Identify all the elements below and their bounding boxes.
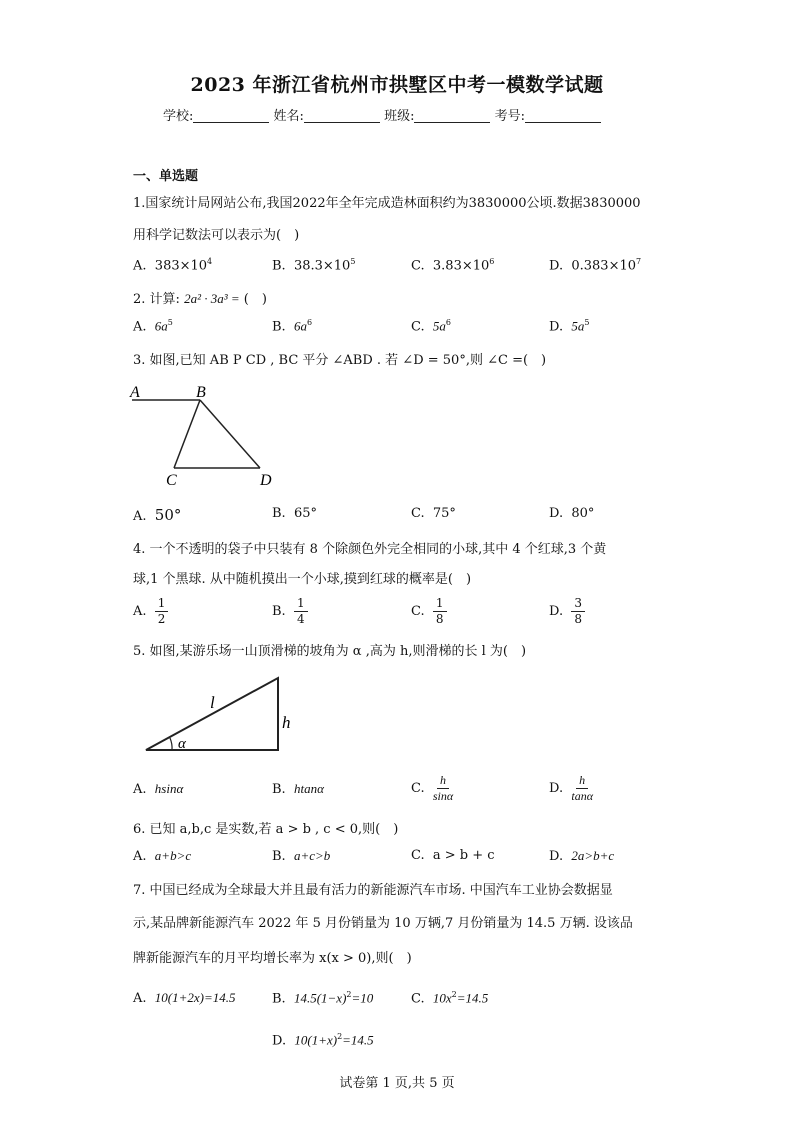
q5-text: 5. 如图,某游乐场一山顶滑梯的坡角为 α ,高为 h,则滑梯的长 l 为( ) bbox=[133, 644, 527, 659]
class-blank[interactable] bbox=[414, 108, 490, 123]
q1-option-b: B. $38.3\times 10^5$ bbox=[272, 257, 356, 274]
q3-option-d: D. 80° bbox=[549, 506, 595, 521]
q5-option-c: C. $\frac{h}{\sin\alpha}$ bbox=[411, 773, 454, 803]
slide-triangle bbox=[146, 678, 278, 750]
q7-option-b: B. $14.5(1-x)^2=10$ bbox=[272, 990, 374, 1007]
q4-option-b: B. $\frac{1}{4}$ bbox=[272, 596, 308, 627]
q3-option-a: A. 50° bbox=[133, 506, 182, 524]
q3-figure bbox=[128, 382, 278, 488]
student-info-line bbox=[163, 105, 601, 124]
q2-option-b: B. $6a^6$ bbox=[272, 318, 313, 335]
school-label: 学校: bbox=[163, 109, 194, 124]
q5-option-b: B. htanα bbox=[272, 781, 324, 797]
q5-option-d: D. $\frac{h}{\tan\alpha}$ bbox=[549, 773, 593, 803]
length-l-label: l bbox=[210, 693, 215, 712]
q5-figure bbox=[140, 670, 300, 756]
q7-option-a: A. 10(1+2x)=14.5 bbox=[133, 990, 236, 1006]
q2-option-c: C. $5a^6$ bbox=[411, 318, 451, 335]
q4-option-c: C. $\frac{1}{8}$ bbox=[411, 596, 447, 627]
section-heading: 一、单选题 bbox=[133, 169, 199, 184]
q3-option-c: C. 75° bbox=[411, 506, 456, 521]
page-footer: 试卷第 1 页,共 5 页 bbox=[339, 1076, 455, 1091]
q7-option-d: D. $10(1+x)^2=14.5$ bbox=[272, 1032, 374, 1049]
q6-text: 6. 已知 a,b,c 是实数,若 a > b , c < 0,则( ) bbox=[133, 822, 399, 837]
q6-option-b: B. a+c>b bbox=[272, 848, 331, 864]
segment-bd bbox=[200, 400, 260, 468]
angle-alpha-label: α bbox=[178, 736, 186, 752]
school-blank[interactable] bbox=[193, 108, 269, 123]
q1-option-a: A. $383\times 10^4$ bbox=[133, 257, 213, 274]
q4-option-d: D. $\frac{3}{8}$ bbox=[549, 596, 585, 627]
q3-option-b: B. 65° bbox=[272, 506, 317, 521]
q3-text: 3. 如图,已知 AB P CD , BC 平分 ∠ABD . 若 ∠D = 50°,则 ∠C =( ) bbox=[133, 353, 547, 368]
q7-option-c: C. $10x^2=14.5$ bbox=[411, 990, 489, 1007]
q6-option-c: C. a > b + c bbox=[411, 848, 495, 863]
height-h-label: h bbox=[282, 713, 291, 732]
q4-option-a: A. $\frac{1}{2}$ bbox=[133, 596, 168, 627]
q2-text: 2. 计算: 2a² · 3a³ = ( ) bbox=[133, 291, 267, 307]
q1-option-d: D. $0.383\times 10^7$ bbox=[549, 257, 642, 274]
point-b-label: B bbox=[196, 384, 206, 401]
q6-option-a: A. a+b>c bbox=[133, 848, 192, 864]
q2-option-a: A. $6a^5$ bbox=[133, 318, 173, 335]
point-d-label: D bbox=[260, 472, 272, 488]
q7-line3: 牌新能源汽车的月平均增长率为 x(x > 0),则( ) bbox=[133, 951, 412, 966]
name-label: 姓名: bbox=[273, 109, 304, 124]
q6-option-d: D. 2a>b+c bbox=[549, 848, 615, 864]
exam-title: 2023 年浙江省杭州市拱墅区中考一模数学试题 bbox=[190, 74, 604, 96]
class-label: 班级: bbox=[384, 109, 415, 124]
point-c-label: C bbox=[166, 472, 177, 488]
q7-line1: 7. 中国已经成为全球最大并且最有活力的新能源汽车市场. 中国汽车工业协会数据显 bbox=[133, 883, 613, 898]
q4-line1: 4. 一个不透明的袋子中只装有 8 个除颜色外完全相同的小球,其中 4 个红球,3 个黄 bbox=[133, 542, 607, 557]
segment-bc bbox=[174, 400, 200, 468]
q7-line2: 示,某品牌新能源汽车 2022 年 5 月份销量为 10 万辆,7 月份销量为 14.5 万辆. 设该品 bbox=[133, 916, 633, 931]
name-blank[interactable] bbox=[304, 108, 380, 123]
number-label: 考号: bbox=[494, 109, 525, 124]
q1-line1: 1.国家统计局网站公布,我国2022年全年完成造林面积约为3830000公顷.数据3830000 bbox=[133, 196, 641, 211]
angle-arc bbox=[170, 738, 172, 750]
point-a-label: A bbox=[130, 384, 140, 401]
number-blank[interactable] bbox=[525, 108, 601, 123]
q2-option-d: D. $5a^5$ bbox=[549, 318, 590, 335]
q1-option-c: C. $3.83\times 10^6$ bbox=[411, 257, 495, 274]
q4-line2: 球,1 个黑球. 从中随机摸出一个小球,摸到红球的概率是( ) bbox=[133, 572, 472, 587]
q5-option-a: A. hsinα bbox=[133, 781, 184, 797]
q1-line2: 用科学记数法可以表示为( ) bbox=[133, 228, 300, 243]
